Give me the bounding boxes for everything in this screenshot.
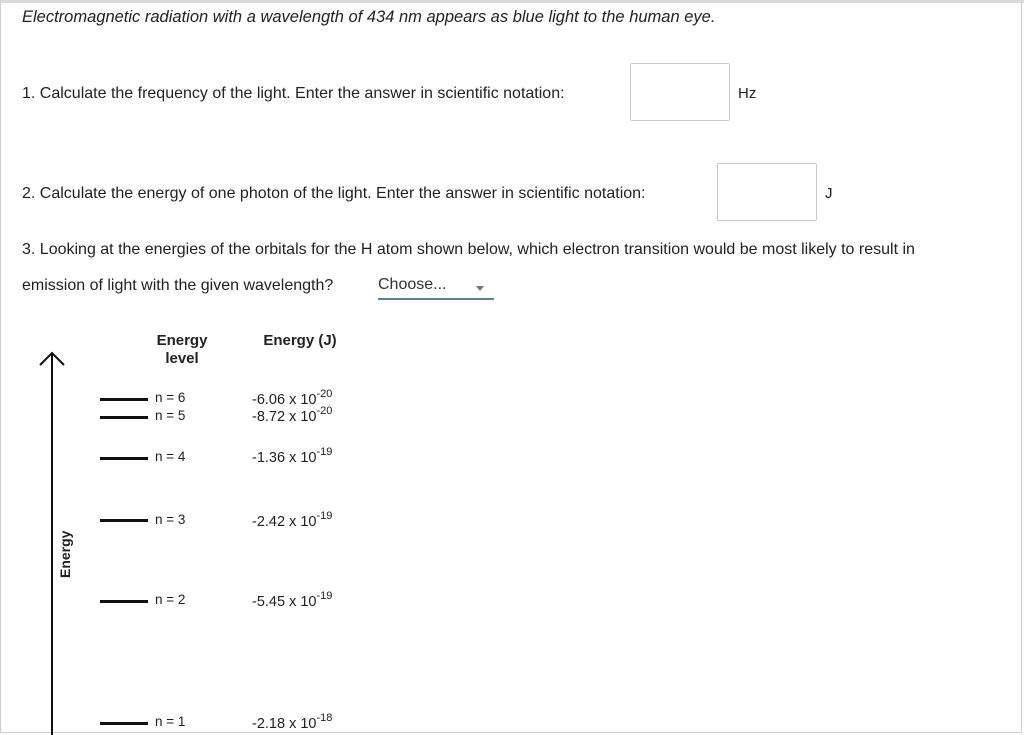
photon-energy-unit: J — [825, 185, 833, 202]
energy-mantissa: -5.45 x 10 — [252, 593, 317, 610]
energy-exponent: -19 — [316, 590, 333, 602]
energy-level-header-line-2: level — [165, 350, 199, 367]
question-1-text: 1. Calculate the frequency of the light. Enter the answer in scientific notation: — [22, 85, 565, 102]
energy-joules-header: Energy (J) — [263, 332, 337, 349]
level-label-n4: n = 4 — [155, 449, 186, 464]
energy-mantissa: -6.06 x 10 — [252, 391, 317, 408]
level-line-n2 — [100, 600, 148, 603]
level-label-n6: n = 6 — [155, 390, 186, 405]
energy-exponent: -19 — [316, 510, 333, 522]
level-energy-n4 — [252, 447, 332, 466]
intro-text: Electromagnetic radiation with a wavelength of 434 nm appears as blue light to the human eye. — [22, 8, 716, 26]
level-line-n6 — [100, 398, 148, 401]
frequency-input[interactable] — [630, 63, 730, 121]
energy-exponent: -20 — [316, 405, 333, 417]
question-2-text: 2. Calculate the energy of one photon of the light. Enter the answer in scientific notation: — [22, 185, 646, 202]
frequency-unit: Hz — [738, 85, 757, 102]
energy-level-header-line-1: Energy — [156, 332, 208, 349]
level-line-n4 — [100, 457, 148, 460]
transition-select-value: Choose... — [378, 276, 447, 293]
level-energy-n1 — [252, 713, 332, 732]
level-label-n5: n = 5 — [155, 408, 186, 423]
question-3-line-2: emission of light with the given wavelength? — [22, 277, 334, 294]
energy-axis-label: Energy — [57, 530, 73, 578]
level-line-n3 — [100, 519, 148, 522]
energy-exponent: -20 — [316, 388, 333, 400]
level-label-n2: n = 2 — [155, 592, 186, 607]
photon-energy-input[interactable] — [717, 163, 817, 221]
level-line-n1 — [100, 722, 148, 725]
level-energy-n5 — [252, 406, 332, 425]
level-energy-n2 — [252, 591, 332, 610]
top-divider — [0, 0, 1024, 3]
energy-mantissa: -1.36 x 10 — [252, 449, 317, 466]
question-3-line-1: 3. Looking at the energies of the orbitals for the H atom shown below, which electron transition would be most likely to result in — [22, 241, 915, 258]
level-line-n5 — [100, 416, 148, 419]
energy-mantissa: -2.42 x 10 — [252, 513, 317, 530]
level-label-n1: n = 1 — [155, 714, 186, 729]
level-label-n3: n = 3 — [155, 512, 186, 527]
energy-level-header — [140, 332, 224, 368]
energy-mantissa: -8.72 x 10 — [252, 408, 317, 425]
chevron-down-icon — [476, 286, 484, 291]
level-energy-n3 — [252, 511, 332, 530]
energy-exponent: -19 — [316, 446, 333, 458]
energy-mantissa: -2.18 x 10 — [252, 715, 317, 732]
energy-exponent: -18 — [316, 712, 333, 724]
transition-select[interactable] — [378, 276, 494, 300]
